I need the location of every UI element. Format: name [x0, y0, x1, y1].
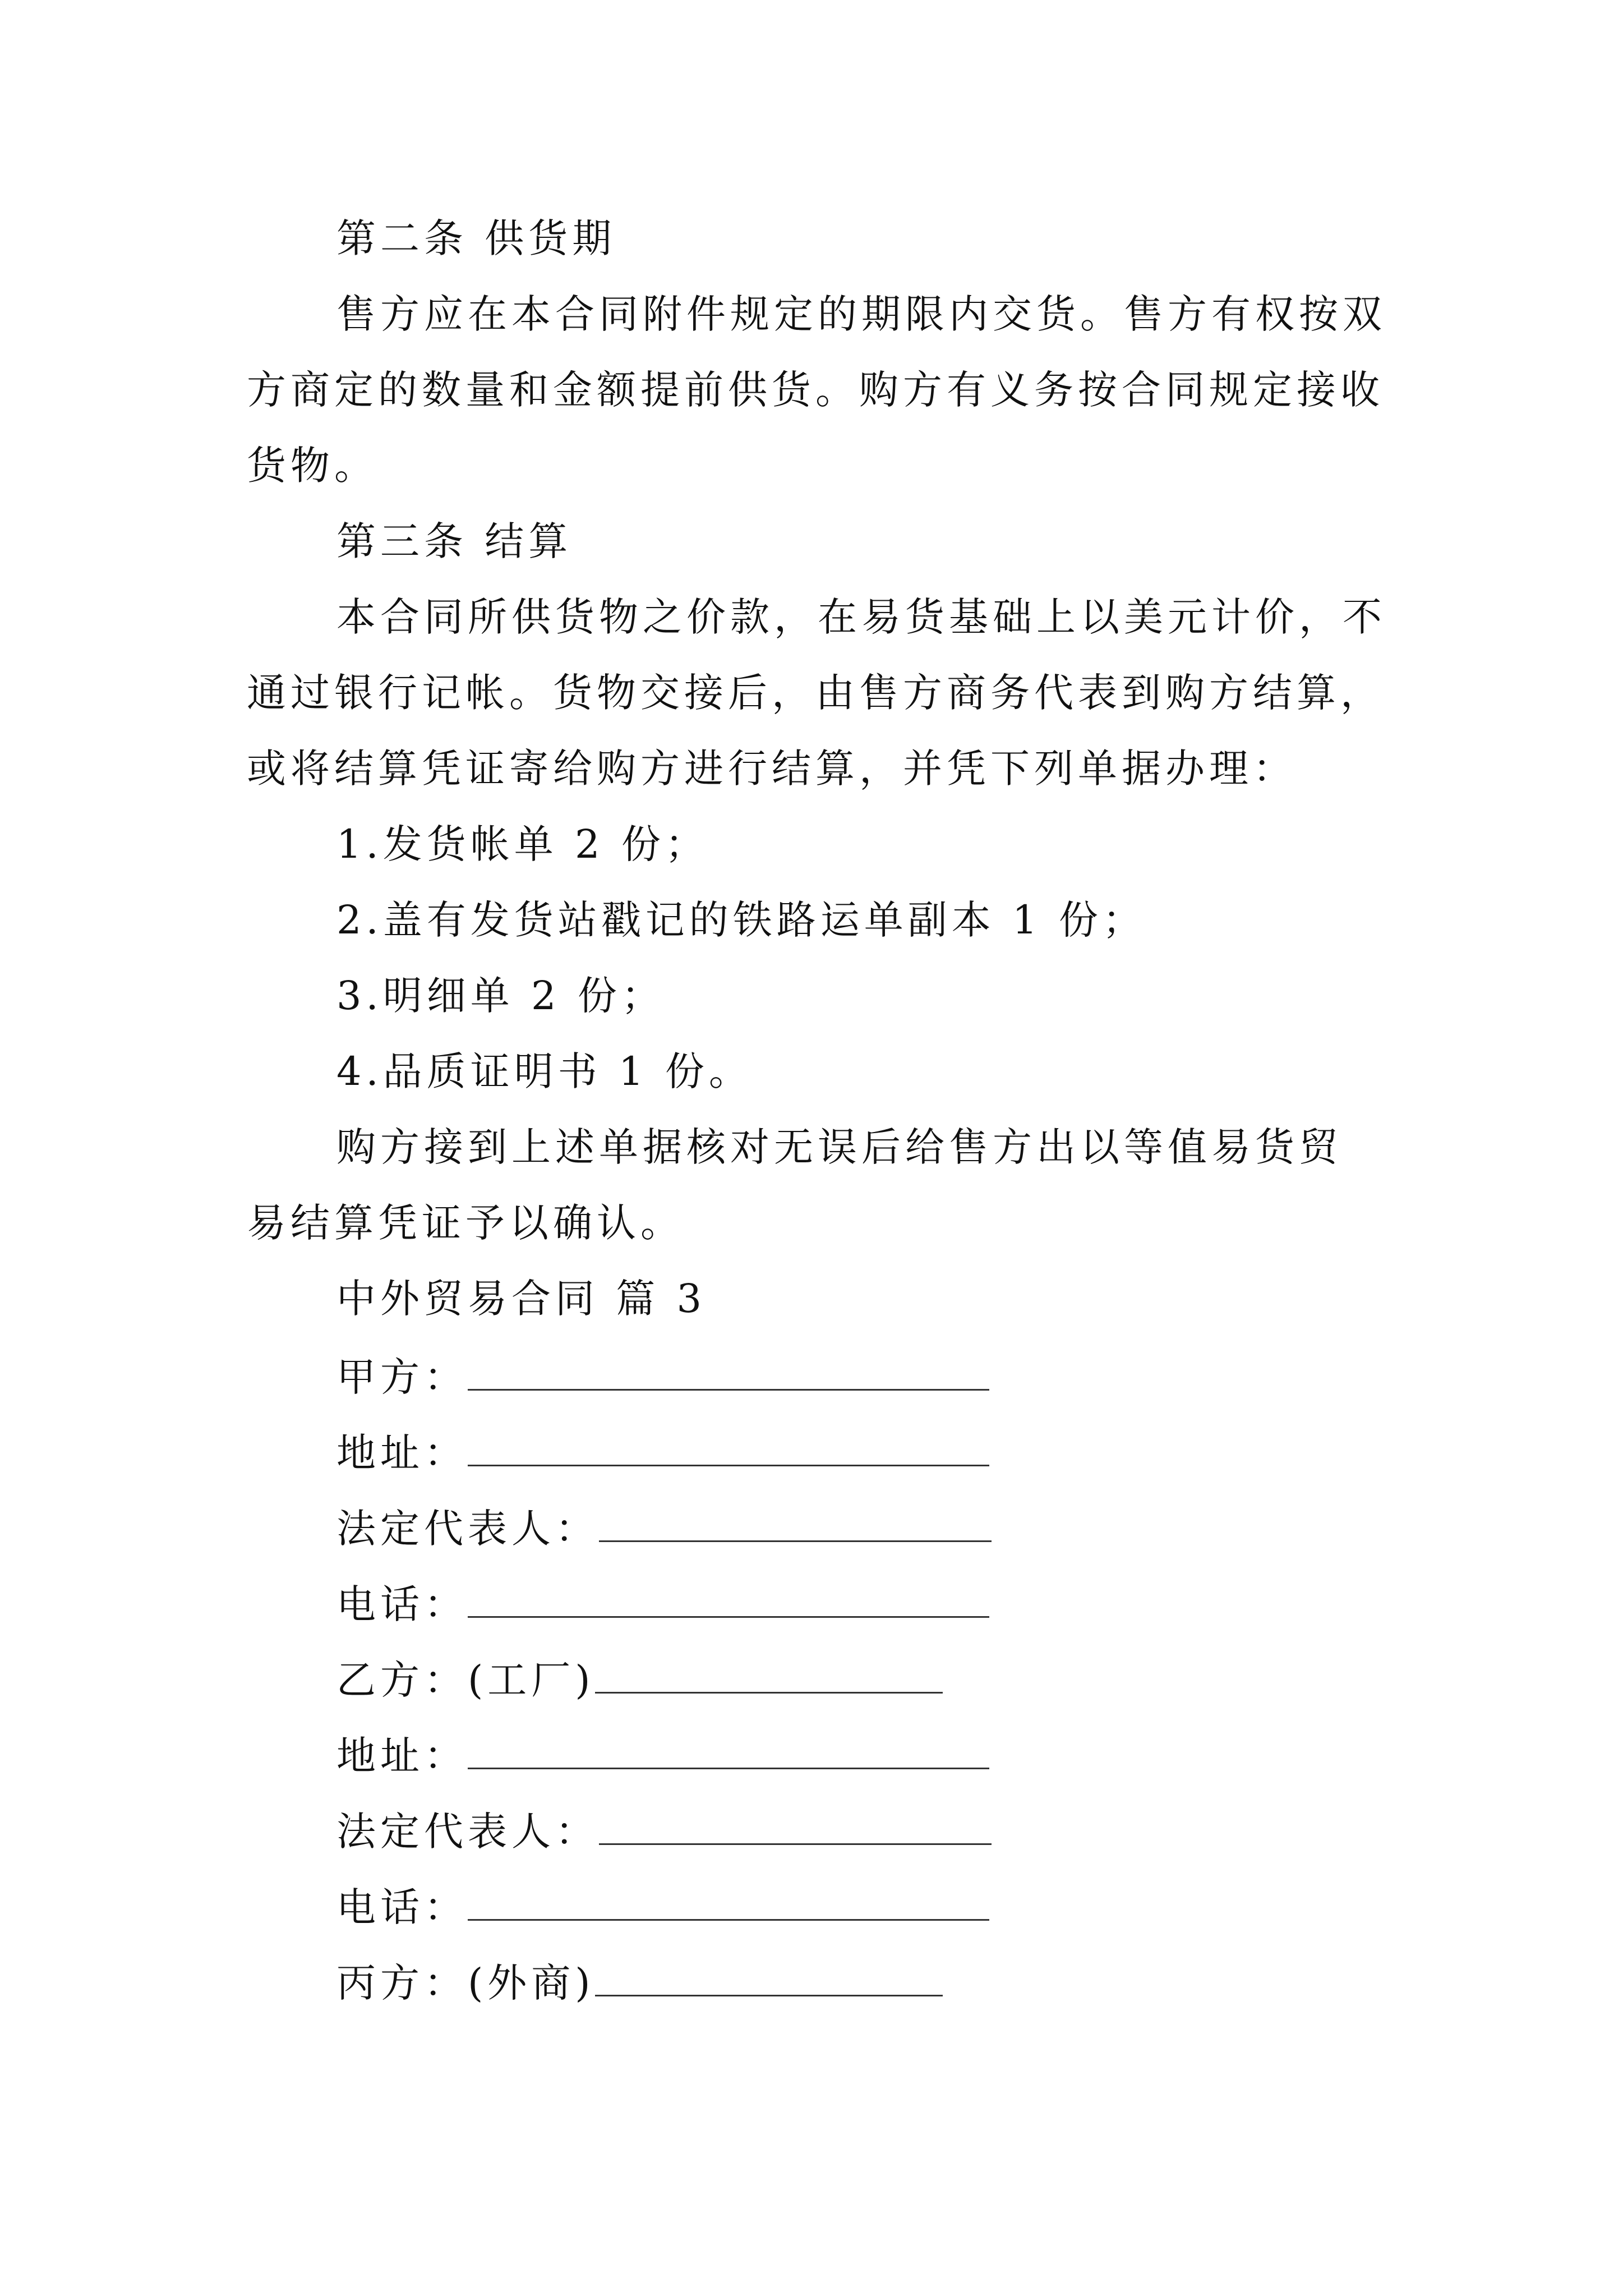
form-row-legal-rep	[0, 1503, 1623, 1554]
list-item: 4.品质证明书 1 份。	[336, 1048, 753, 1094]
blank-line	[468, 1581, 989, 1618]
form-row-party-b	[0, 1655, 1623, 1705]
field-label: 法定代表人：	[336, 1506, 599, 1552]
blank-line	[595, 1960, 943, 1996]
form-row-legal-rep	[0, 1806, 1623, 1857]
paragraph-line: 易结算凭证予以确认。	[247, 1200, 684, 1246]
field-label: 法定代表人：	[336, 1809, 599, 1855]
field-label: 乙方：(工厂)	[336, 1657, 595, 1703]
form-row-address	[0, 1428, 1623, 1478]
form-row-phone	[0, 1579, 1623, 1630]
form-row-phone	[0, 1882, 1623, 1932]
paragraph-line: 本合同所供货物之价款，在易货基础上以美元计价，不	[336, 594, 1386, 640]
blank-line	[595, 1657, 943, 1694]
field-label: 电话：	[336, 1884, 468, 1930]
paragraph-line: 购方接到上述单据核对无误后给售方出以等值易货贸	[336, 1124, 1343, 1170]
blank-line	[599, 1506, 992, 1542]
form-row-party-a	[0, 1352, 1623, 1402]
list-item: 2.盖有发货站戳记的铁路运单副本 1 份；	[336, 897, 1146, 943]
list-item: 1.发货帐单 2 份；	[336, 821, 709, 867]
form-row-address	[0, 1731, 1623, 1781]
contract-title: 中外贸易合同 篇 3	[336, 1276, 707, 1322]
blank-line	[599, 1809, 992, 1845]
paragraph-line: 通过银行记帐。货物交接后，由售方商务代表到购方结算，	[247, 670, 1384, 716]
paragraph-line: 货物。	[247, 443, 378, 489]
field-label: 地址：	[336, 1733, 468, 1779]
field-label: 电话：	[336, 1581, 468, 1627]
blank-line	[468, 1430, 989, 1466]
paragraph-line: 方商定的数量和金额提前供货。购方有义务按合同规定接收	[247, 367, 1384, 413]
field-label: 丙方：(外商)	[336, 1960, 595, 2006]
field-label: 甲方：	[336, 1354, 468, 1400]
blank-line	[468, 1733, 989, 1769]
article-3-heading: 第三条 结算	[336, 518, 573, 564]
list-item: 3.明细单 2 份；	[336, 973, 665, 1019]
article-2-heading: 第二条 供货期	[336, 215, 616, 261]
blank-line	[468, 1354, 989, 1391]
blank-line	[468, 1884, 989, 1921]
paragraph-line: 售方应在本合同附件规定的期限内交货。售方有权按双	[336, 291, 1386, 337]
field-label: 地址：	[336, 1430, 468, 1476]
form-row-party-c	[0, 1958, 1623, 2008]
paragraph-line: 或将结算凭证寄给购方进行结算，并凭下列单据办理：	[247, 746, 1297, 792]
